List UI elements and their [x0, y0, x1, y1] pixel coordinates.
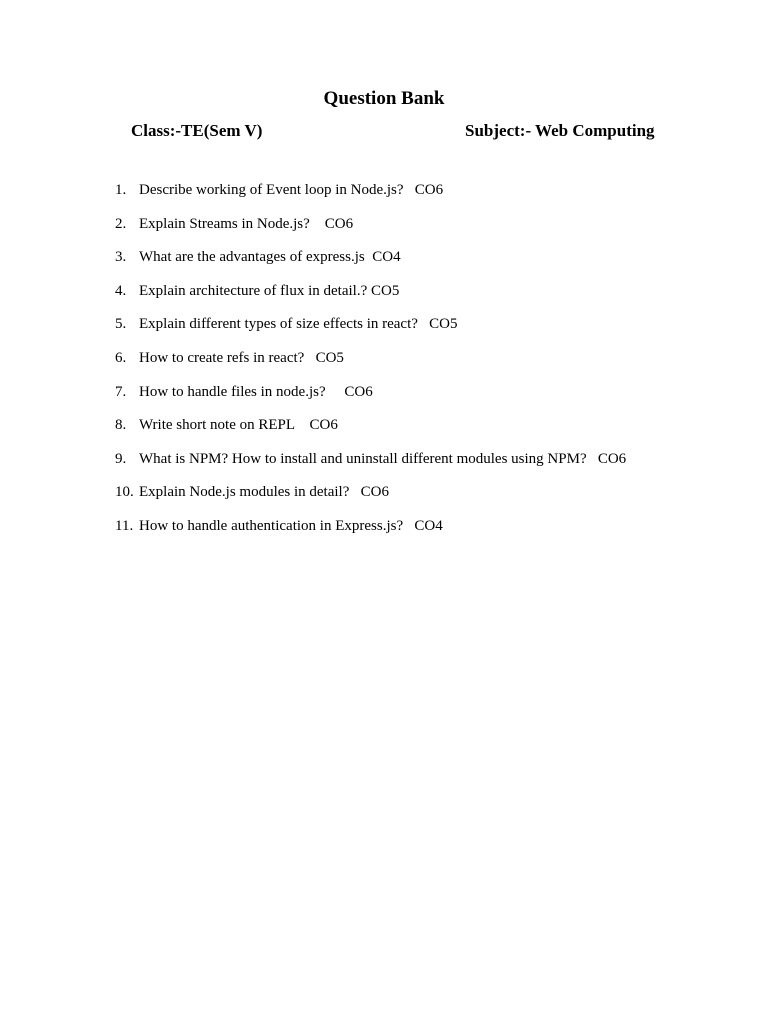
question-number: 1. — [115, 182, 127, 198]
question-text: Describe working of Event loop in Node.js? CO6 — [139, 182, 444, 198]
question-number: 6. — [115, 349, 127, 366]
question-item — [115, 247, 735, 281]
question-number: 9. — [115, 450, 127, 467]
question-item — [115, 281, 735, 315]
question-item — [115, 348, 735, 382]
question-text: Explain architecture of flux in detail.? CO5 — [139, 282, 400, 299]
question-list — [115, 180, 735, 550]
question-text: How to handle authentication in Express.js? CO4 — [139, 517, 443, 534]
question-item — [115, 449, 735, 483]
question-number: 3. — [115, 249, 127, 266]
subject-label: Subject:- Web Computing — [465, 121, 655, 140]
question-text: How to create refs in react? CO5 — [139, 349, 344, 366]
question-text: What is NPM? How to install and uninstall different modules using NPM? CO6 — [139, 450, 627, 467]
question-text: Write short note on REPL CO6 — [139, 417, 338, 434]
question-item — [115, 415, 735, 449]
question-text: What are the advantages of express.js CO4 — [139, 249, 401, 266]
question-item — [115, 180, 735, 214]
question-item — [115, 516, 735, 550]
question-number: 10. — [115, 484, 134, 501]
question-text: How to handle files in node.js? CO6 — [139, 383, 373, 400]
question-number: 7. — [115, 383, 127, 400]
page-title: Question Bank — [323, 88, 445, 109]
question-number: 5. — [115, 316, 127, 333]
question-text: Explain different types of size effects in react? CO5 — [139, 316, 458, 333]
question-item — [115, 214, 735, 248]
question-item — [115, 314, 735, 348]
question-number: 2. — [115, 215, 127, 232]
question-number: 4. — [115, 282, 127, 299]
question-item — [115, 382, 735, 416]
question-number: 8. — [115, 417, 127, 434]
class-label: Class:-TE(Sem V) — [131, 121, 263, 140]
question-item — [115, 482, 735, 516]
question-number: 11. — [115, 517, 134, 534]
question-text: Explain Node.js modules in detail? CO6 — [139, 484, 389, 501]
question-text: Explain Streams in Node.js? CO6 — [139, 215, 354, 232]
